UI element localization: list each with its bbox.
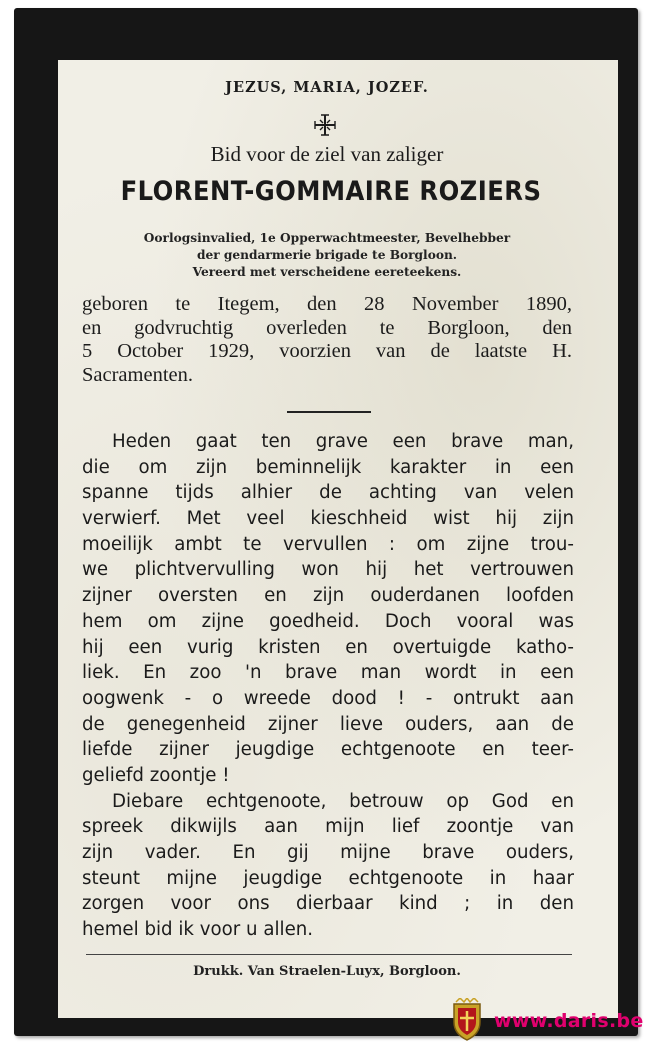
body-line: zijner oversten en zijn ouderdanen loofden xyxy=(82,585,574,607)
body-line: liek. En zoo 'n brave man wordt in een xyxy=(82,662,574,684)
body-line: hemel bid ik voor u allen. xyxy=(82,919,314,941)
body-line: hij een vurig kristen en overtuigde katho- xyxy=(82,636,574,658)
birth-line: geboren te Itegem, den 28 November 1890, xyxy=(82,293,572,315)
birth-line: en godvruchtig overleden te Borgloon, den xyxy=(82,316,572,339)
coat-of-arms-icon xyxy=(450,998,484,1042)
body-line: spreek dikwijls aan mijn lief zoontje van xyxy=(82,816,574,838)
watermark-url[interactable]: www.daris.be xyxy=(494,1010,644,1032)
maltese-cross-icon xyxy=(312,112,338,138)
title-line: Vereerd met verscheidene eereteekens. xyxy=(192,265,462,279)
body-line: we plichtvervulling won hij het vertrouwen xyxy=(82,559,574,581)
divider xyxy=(287,411,371,413)
body-line: verwierf. Met veel kieschheid wist hij zijn xyxy=(82,508,574,530)
body-line: Heden gaat ten grave een brave man, xyxy=(112,431,574,452)
body-line: moeilijk ambt te vervullen : om zijne trou- xyxy=(82,533,574,555)
deceased-name: FLORENT-GOMMAIRE ROZIERS xyxy=(120,176,542,207)
birth-line: 5 October 1929, voorzien van de laatste H. xyxy=(82,340,572,362)
body-line: zijn vader. En gij mijne brave ouders, xyxy=(82,842,574,863)
prayer-line: Bid voor de ziel van zaliger xyxy=(210,142,444,166)
bottom-divider xyxy=(86,954,572,955)
body-line: Diebare echtgenoote, betrouw op God en xyxy=(112,790,574,812)
birth-death-block xyxy=(82,293,572,387)
body-text xyxy=(82,429,574,943)
header-invocation: JEZUS, MARIA, JOZEF. xyxy=(225,79,429,96)
birth-line: Sacramenten. xyxy=(82,363,193,386)
body-line: geliefd zoontje ! xyxy=(82,764,230,786)
body-line: spanne tijds alhier de achting van velen xyxy=(82,482,574,504)
body-line: liefde zijner jeugdige echtgenoote en teer- xyxy=(82,739,574,761)
body-line: die om zijn beminnelijk karakter in een xyxy=(82,456,574,478)
body-line: de genegenheid zijner lieve ouders, aan de xyxy=(82,713,574,735)
title-line: der gendarmerie brigade te Borgloon. xyxy=(196,248,458,262)
body-line: zorgen voor ons dierbaar kind ; in den xyxy=(82,893,574,915)
title-line: Oorlogsinvalied, 1e Opperwachtmeester, Bevelhebber xyxy=(143,231,511,245)
watermark[interactable] xyxy=(450,998,650,1046)
body-line: oogwenk - o wreede dood ! - ontrukt aan xyxy=(82,687,574,709)
titles-block xyxy=(86,230,568,281)
body-line: hem om zijne goedheid. Doch vooral was xyxy=(82,610,574,632)
printer-credit: Drukk. Van Straelen-Luyx, Borgloon. xyxy=(193,964,461,979)
body-line: steunt mijne jeugdige echtgenoote in haar xyxy=(82,867,574,889)
